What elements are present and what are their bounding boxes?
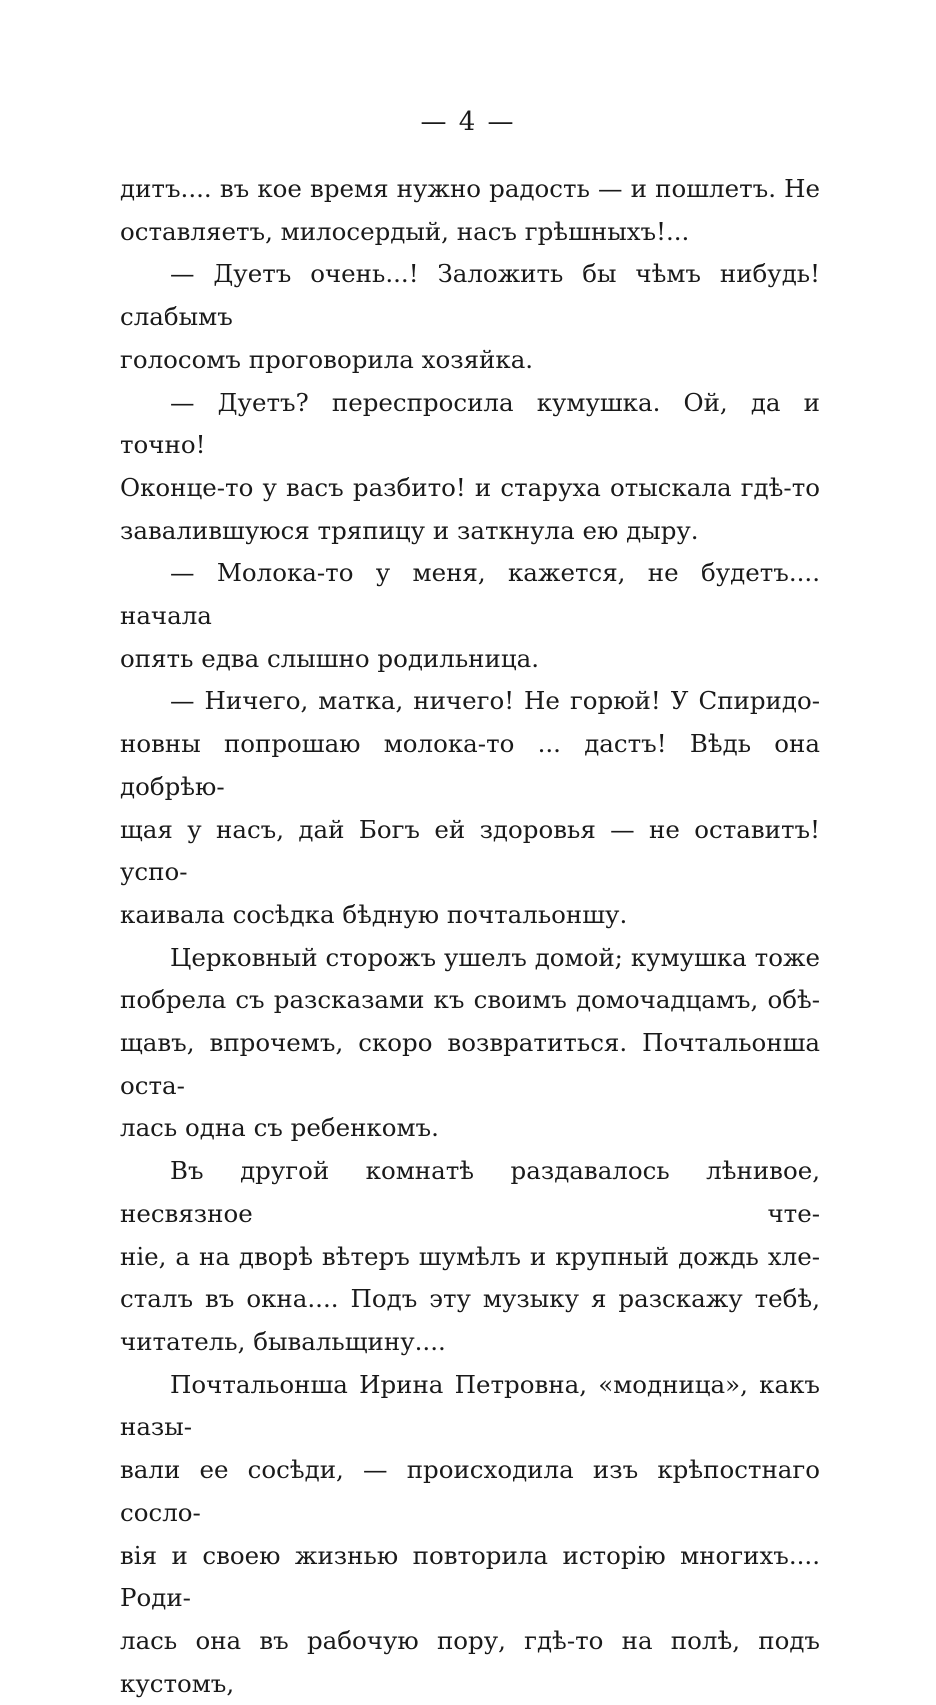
text-line: вія и своею жизнью повторила исторію многихъ.... Роди- (120, 1540, 820, 1613)
text-line: — Молока-то у меня, кажется, не будетъ.... начала (120, 558, 820, 631)
text-line: каивала сосѣдка бѣдную почтальоншу. (120, 899, 628, 929)
text-line: щая у насъ, дай Богъ ей здоровья — не оставитъ! успо- (120, 814, 820, 887)
text-line: ніе, а на дворѣ вѣтеръ шумѣлъ и крупный дождь хле- (120, 1241, 820, 1271)
page-number: — 4 — (420, 107, 516, 137)
text-line: Почтальонша Ирина Петровна, «модница», какъ назы- (120, 1369, 820, 1442)
body-text (120, 168, 820, 1705)
text-line: сталъ въ окна.... Подъ эту музыку я разскажу тебѣ, (120, 1284, 820, 1314)
text-line: побрела съ разсказами къ своимъ домочадцамъ, обѣ- (120, 985, 820, 1015)
text-line: щавъ, впрочемъ, скоро возвратиться. Почтальонша оста- (120, 1028, 820, 1100)
text-line: Оконце-то у васъ разбито! и старуха отыскала гдѣ-то (120, 472, 820, 502)
text-line: новны попрошаю молока-то ... дастъ! Вѣдь она добрѣю- (120, 729, 820, 801)
text-line: Церковный сторожъ ушелъ домой; кумушка тоже (170, 942, 820, 972)
text-line: голосомъ проговорила хозяйка. (120, 344, 534, 374)
paragraph (120, 382, 820, 553)
text-line: — Дуетъ очень...! Заложить бы чѣмъ нибудь! слабымъ (120, 259, 820, 332)
text-line: оставляетъ, милосердый, насъ грѣшныхъ!... (120, 216, 690, 246)
text-line: читатель, бывальщину.... (120, 1326, 446, 1356)
paragraph (120, 253, 820, 381)
text-line: — Ничего, матка, ничего! Не горюй! У Спиридо- (170, 686, 820, 716)
text-line: завалившуюся тряпицу и заткнула ею дыру. (120, 515, 699, 545)
text-line: дитъ.... въ кое время нужно радость — и пошлетъ. Не (120, 174, 820, 203)
text-line: опять едва слышно родильница. (120, 643, 539, 673)
paragraph (120, 1150, 820, 1364)
text-line: лась она въ рабочую пору, гдѣ-то на полѣ, подъ кустомъ, (120, 1625, 820, 1698)
paragraph (120, 680, 820, 936)
paragraph (120, 552, 820, 680)
text-line: лась одна съ ребенкомъ. (120, 1113, 439, 1143)
paragraph (120, 168, 820, 253)
paragraph (120, 937, 820, 1151)
text-line: Въ другой комнатѣ раздавалось лѣнивое, несвязное чте- (120, 1156, 820, 1228)
paragraph (120, 1364, 820, 1705)
text-line: вали ее сосѣди, — происходила изъ крѣпостнаго сосло- (120, 1455, 820, 1527)
text-line: — Дуетъ? переспросила кумушка. Ой, да и точно! (120, 387, 820, 460)
